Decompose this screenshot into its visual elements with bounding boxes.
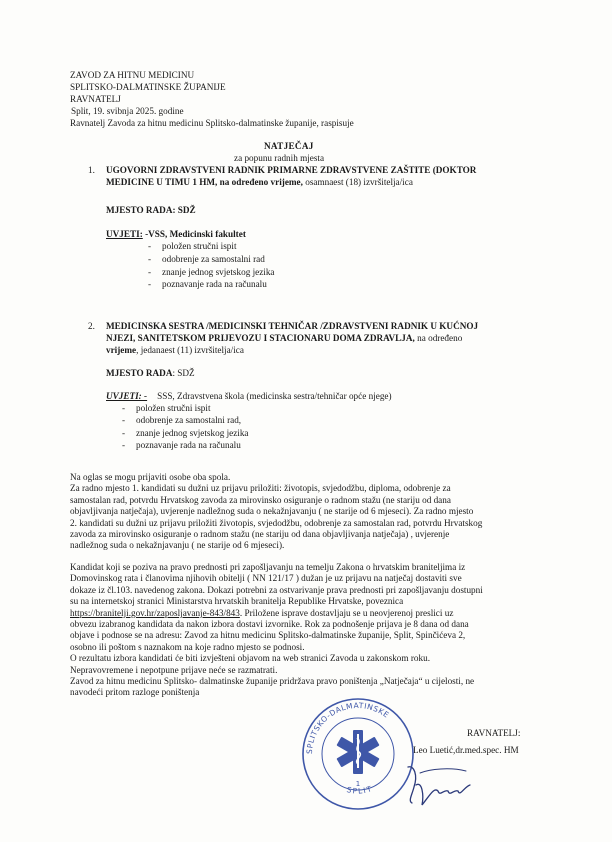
list-item: - poznavanje rada na računalu [148,279,267,289]
body-line: Na oglas se mogu prijaviti osobe oba spola. [70,472,231,482]
body-line: samostalan rad, potvrdu Hrvatskog zavoda za mirovinsko osiguranje o radnom stažu (ne stariju od dana [70,494,451,505]
document-subtitle: za popunu radnih mjesta [234,153,325,163]
stamp-text-bottom: SPLIT [345,783,375,796]
body-line: Kandidat koji se poziva na pravo prednosti pri zapošljavanju na temelju Zakona o hrvatskim braniteljima iz [70,562,466,572]
handwritten-signature [400,755,480,815]
body-line: 2. kandidati su dužni uz prijavu priložiti životopis, svjedodžbu, odobrenje za samostalan rad, potvrdu Hrvatskog [70,517,483,528]
position-2-title-line2: NJEZI, SANITETSKOM PRIJEVOZU I STACIONARU DOMA ZDRAVLJA, na određeno [106,333,463,343]
position-1-place: MJESTO RADA: SDŽ [106,205,196,215]
position-1-title-b: MEDICINE U TIMU 1 HM, na određeno vrijeme, osamnaest (18) izvršitelja/ica [106,177,413,187]
body-line: objave i podnose se na adresu: Zavod za hitnu medicinu Splitsko-dalmatinske županije, Split, Spinčićeva 2, [70,630,466,641]
body-line: objavljivanja natječaja), uvjerenje nadležnog suda o nekažnjavanju ( ne starije od 6 mjeseci). Za radno mjesto [70,506,474,517]
body-line: osobno ili poštom s naznakom na koje radno mjesto se podnosi. [70,641,305,652]
body-line: su na internetskoj stranici Ministarstva hrvatskih branitelja Republike Hrvatske, poveznica [70,596,404,607]
position-2-conditions: UVJETI: - SSS, Zdravstvena škola (medicinska sestra/tehničar opće njege) [106,391,392,401]
institution-name: ZAVOD ZA HITNU MEDICINU [70,70,195,80]
county-name: SPLITSKO-DALMATINSKE ŽUPANIJE [70,82,226,92]
body-line: Zavod za hitnu medicinu Splitsko- dalmatinske županije pridržava pravo poništenja „Natječaja“ u cijelosti, ne [70,676,475,687]
list-item: - odobrenje za samostalni rad, [122,415,242,425]
position-2-number: 2. [88,321,95,331]
body-line: Domovinskog rata i članovima njihovih obitelji ( NN 121/17 ) dužan je uz prijavu na natječaj dostaviti sve [70,573,462,584]
list-item: - poznavanje rada na računalu [122,440,241,450]
list-item: - položen stručni ispit [148,241,237,251]
stamp-text-top: SPLITSKO-DALMATINSKE [304,700,391,755]
body-line: https://branitelji.gov.hr/zaposljavanje-843/843. Priložene isprave dostavljaju se u neovjerenoj preslici uz [70,607,454,618]
ministry-link[interactable]: https://branitelji.gov.hr/zaposljavanje-843/843 [70,607,240,618]
position-2-title-line3: vrijeme, jedanaest (11) izvršitelja/ica [106,345,244,355]
star-of-life-icon [336,730,379,774]
list-item: - odobrenje za samostalni rad [148,254,265,264]
list-item: - položen stručni ispit [122,403,211,413]
position-1-conditions: UVJETI: -VSS, Medicinski fakultet [106,229,246,239]
signatory-name: Leo Luetić,dr.med.spec. HM [413,745,519,755]
list-item: - znanje jednog svjetskog jezika [122,428,249,438]
director-heading: RAVNATELJ [70,94,121,104]
stamp-number: 1 [355,780,361,788]
position-2-place: MJESTO RADA: SDŽ [106,368,195,378]
document-title: NATJEČAJ [264,141,314,151]
body-line: dokaze iz čl.103. navedenog zakona. Dokazi potrebni za ostvarivanje prava prednosti pri zapošljavanju dostupni [70,584,483,595]
veterans-priority-paragraph [70,562,530,699]
position-2-title-line1: MEDICINSKA SESTRA /MEDICINSKI TEHNIČAR /ZDRAVSTVENI RADNIK U KUĆNOJ [106,321,479,331]
body-line: O rezultatu izbora kandidati će biti izvješteni objavom na web stranici Zavoda u zakonskom roku. [70,653,430,664]
body-line: Za radno mjesto 1. kandidati su dužni uz prijavu priložiti: životopis, svjedodžbu, diploma, odobrenje za [70,483,451,494]
body-line: zavoda za mirovinsko osiguranje o radnom stažu (ne stariju od dana objavljivanja natječaja) , uvjerenje [70,529,450,540]
application-requirements [70,472,530,552]
signature-label: RAVNATELJ: [467,728,521,738]
list-item: - znanje jednog svjetskog jezika [148,267,275,277]
body-line: nadležnog suda o nekažnjavanju ( ne starije od 6 mjeseci). [70,540,285,551]
date-line: Split, 19. svibnja 2025. godine [71,106,184,116]
body-line: Nepravovremene i nepotpune prijave neće se razmatrati. [70,664,278,675]
position-1-number: 1. [88,165,95,175]
body-line: obvezu izabranog kandidata da nakon izbora dostavi izvornike. Rok za podnošenje prijava je 8 dana od dana [70,619,469,630]
intro-line: Ravnatelj Zavoda za hitnu medicinu Splitsko-dalmatinske županije, raspisuje [70,118,354,128]
body-line: navodeći pritom razloge poništenja [70,687,200,698]
position-1-title-a: UGOVORNI ZDRAVSTVENI RADNIK PRIMARNE ZDRAVSTVENE ZAŠTITE (DOKTOR [106,165,477,175]
